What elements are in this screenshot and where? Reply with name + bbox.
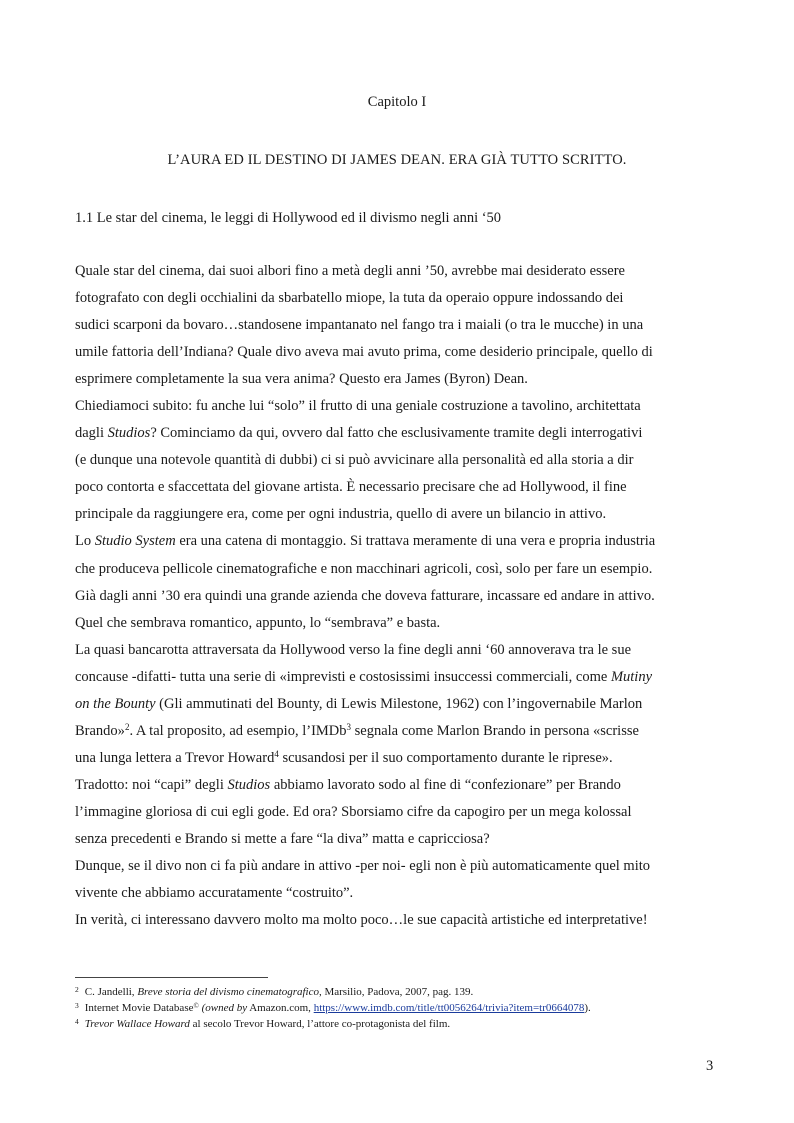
section-heading: 1.1 Le star del cinema, le leggi di Hollywood ed il divismo negli anni ‘50	[75, 210, 502, 226]
text-span: concause -difatti- tutta una serie di «imprevisti e costosissimi insuccessi commerciali, come	[75, 668, 611, 685]
text-line	[75, 666, 720, 693]
text-line: poco contorta e sfaccettata del giovane artista. È necessario precisare che ad Hollywood, il fine	[75, 479, 627, 496]
text-line: Quale star del cinema, dai suoi albori fino a metà degli anni ’50, avrebbe mai desiderato essere	[75, 263, 625, 279]
text-line: Quel che sembrava romantico, appunto, lo “sembrava” e basta.	[75, 614, 441, 631]
footnote-ref[interactable]: 2	[124, 721, 130, 732]
text-line: sudici scarponi da bovaro…standosene impantanato nel fango tra i maiali (o tra le mucche) in una	[75, 317, 644, 334]
footnote-2	[75, 985, 473, 999]
text-span: ? Cominciamo da qui, ovvero dal fatto che esclusivamente tramite degli interrogativi	[150, 425, 643, 442]
text-span: Lo	[75, 533, 95, 550]
text-line: senza precedenti e Brando si mette a fare “la diva” matta e capricciosa?	[75, 830, 490, 847]
footnote-4	[75, 1017, 450, 1031]
text-line: Già dagli anni ’30 era quindi una grande azienda che doveva fatturare, incassare ed andare in attivo.	[75, 587, 655, 604]
italic-term: Studio System	[94, 533, 176, 550]
italic-term: Trevor Wallace Howard	[84, 1018, 190, 1030]
text-span: ).	[584, 1002, 591, 1014]
text-span: , Marsilio, Padova, 2007, pag. 139.	[318, 986, 474, 998]
text-span: dagli	[75, 425, 108, 442]
text-line: Chiediamoci subito: fu anche lui “solo” il frutto di una geniale costruzione a tavolino, architettata	[75, 398, 641, 415]
copyright-mark: ©	[193, 1002, 199, 1010]
footnote-number: 4	[75, 1017, 79, 1026]
text-line: In verità, ci interessano davvero molto ma molto poco…le sue capacità artistiche ed interpretative!	[75, 912, 648, 929]
text-span: era una catena di montaggio. Si trattava meramente di una vera e propria industria	[175, 533, 656, 550]
text-line: (e dunque una notevole quantità di dubbi) ci si può avvicinare alla personalità ed alla storia a dir	[75, 452, 634, 469]
text-line: principale da raggiungere era, come per ogni industria, quello di avere un bilancio in attivo.	[75, 506, 607, 523]
italic-term: (owned by	[198, 1002, 248, 1014]
text-span: una lunga lettera a Trevor Howard	[75, 749, 275, 766]
text-span: al secolo Trevor Howard, l’attore co-protagonista del film.	[189, 1018, 451, 1030]
chapter-heading: Capitolo I	[367, 94, 427, 110]
text-span: (Gli ammutinati del Bounty, di Lewis Milestone, 1962) con l’ingovernabile Marlon	[155, 695, 643, 712]
text-line	[75, 422, 720, 449]
text-line	[75, 747, 720, 774]
text-line: vivente che abbiamo accuratamente “costruito”.	[75, 885, 354, 902]
text-span: abbiamo lavorato sodo al fine di “confezionare” per Brando	[270, 776, 621, 793]
text-span: Internet Movie Database	[84, 1002, 194, 1014]
text-line: Dunque, se il divo non ci fa più andare in attivo -per noi- egli non è più automaticamente quel mito	[75, 858, 651, 875]
footnote-ref[interactable]: 3	[346, 721, 352, 732]
footnote-separator	[75, 977, 268, 978]
text-span: segnala come Marlon Brando in persona «scrisse	[351, 722, 639, 739]
footnote-ref[interactable]: 4	[274, 748, 279, 759]
chapter-title: L’AURA ED IL DESTINO DI JAMES DEAN. ERA GIÀ TUTTO SCRITTO.	[167, 152, 627, 168]
text-line	[75, 720, 720, 747]
text-span: Amazon.com,	[247, 1002, 314, 1014]
italic-term: on the Bounty	[75, 695, 156, 712]
text-span: scusandosi per il suo comportamento durante le riprese».	[278, 749, 613, 766]
text-line	[75, 774, 720, 801]
text-line: fotografato con degli occhialini da sbarbatello miope, la tuta da operaio oppure indossando dei	[75, 290, 624, 307]
body-text	[75, 260, 720, 936]
text-line	[75, 530, 720, 557]
imdb-link[interactable]: https://www.imdb.com/title/tt0056264/trivia?item=tr0664078	[313, 1002, 585, 1014]
text-span: Brando»	[75, 722, 125, 739]
text-line: esprimere completamente la sua vera anima? Questo era James (Byron) Dean.	[75, 371, 528, 388]
text-span: C. Jandelli,	[84, 986, 138, 998]
italic-term: Studios	[107, 425, 151, 442]
text-line: l’immagine gloriosa di cui egli gode. Ed ora? Sborsiamo cifre da capogiro per un mega kolossal	[75, 803, 632, 820]
footnote-number: 3	[75, 1001, 79, 1010]
text-line: La quasi bancarotta attraversata da Hollywood verso la fine degli anni ‘60 annoverava tra le sue	[75, 641, 632, 658]
footnote-number: 2	[75, 985, 79, 994]
page-number: 3	[706, 1058, 714, 1074]
italic-term: Breve storia del divismo cinematografico	[137, 986, 319, 998]
text-line	[75, 693, 720, 720]
italic-term: Mutiny	[610, 668, 653, 685]
text-span: Tradotto: noi “capi” degli	[75, 776, 228, 793]
text-span: . A tal proposito, ad esempio, l’IMDb	[129, 722, 347, 739]
text-line: umile fattoria dell’Indiana? Quale divo aveva mai avuto prima, come desiderio principale, quello di	[75, 344, 653, 361]
footnote-3	[75, 1001, 591, 1015]
text-line: che produceva pellicole cinematografiche e non macchinari agricoli, così, solo per fare un esempio.	[75, 560, 653, 577]
italic-term: Studios	[227, 776, 271, 793]
